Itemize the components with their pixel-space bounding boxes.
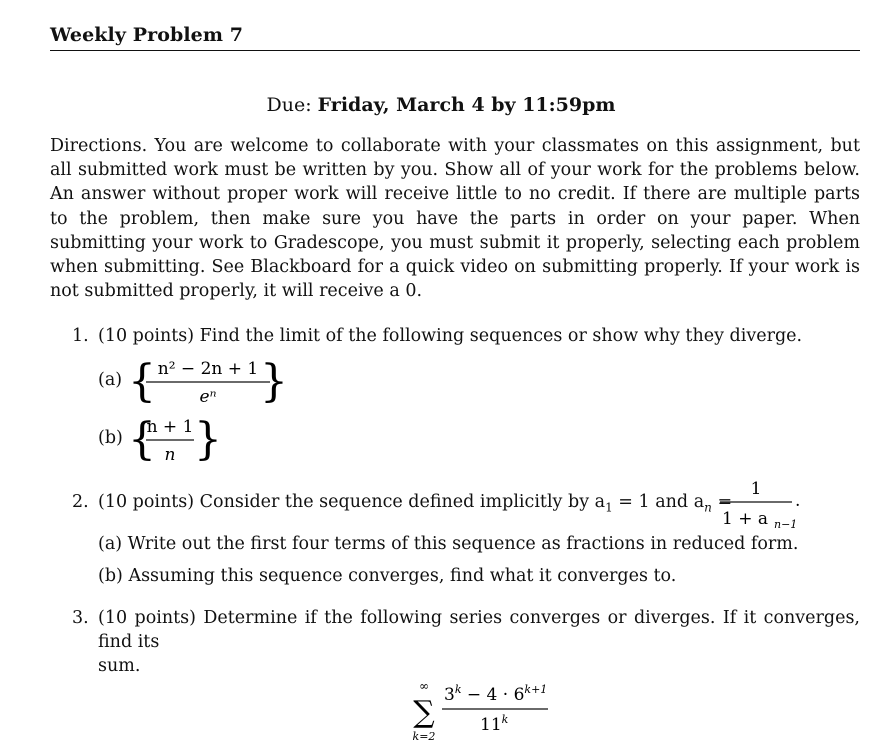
recurrence-fraction (716, 476, 806, 532)
part-label: (a) (98, 534, 123, 554)
problem-text-line1: (10 points) Determine if the following series converges or diverges. If it converges, find its (98, 608, 860, 653)
denominator-base: 11 (480, 715, 502, 735)
series-denominator (480, 713, 509, 735)
fraction-numerator: n² − 2n + 1 (157, 359, 259, 379)
fraction-denominator: n (164, 445, 176, 465)
due-date: Friday, March 4 by 11:59pm (317, 94, 616, 116)
numerator-term-b-exponent: k+1 (524, 683, 548, 696)
denominator-exponent: k (501, 713, 509, 726)
problem-text-start: (10 points) Consider the sequence defined implicitly by a (98, 492, 606, 512)
numerator-term-a: 3 (444, 685, 455, 705)
subscript-1: 1 (605, 500, 613, 515)
part-label: (b) (98, 566, 123, 586)
sigma-symbol: ∑ (413, 695, 435, 730)
equals-sign: = (717, 492, 733, 512)
right-brace: } (194, 414, 222, 465)
problem-number: 2. (72, 492, 89, 512)
header (50, 22, 860, 51)
directions-paragraph: Directions. You are welcome to collaborate with your classmates on this assignment, but all submitted work must be written by you. Show all of your work for the problems below. An answer without proper work will receive little to no credit. If there are multiple parts to the problem, then make sure you have the parts in order on your paper. When submitting your work to Gradescope, you must submit it properly, selecting each problem when submitting. See Blackboard for a quick video on submitting properly. If your work is not submitted properly, it will receive a 0. (50, 136, 860, 302)
problem-2-part-b (98, 566, 676, 586)
subscript-n: n (704, 500, 712, 515)
problem-text-line2: sum. (98, 656, 141, 677)
series-numerator (444, 683, 547, 705)
fraction-denominator: eⁿ (199, 387, 217, 407)
fraction-denominator-subscript: n−1 (774, 518, 798, 531)
problem-1-part-b-expression (128, 410, 222, 468)
fraction-numerator: 1 (750, 479, 762, 499)
numerator-middle: − 4 · 6 (461, 685, 525, 705)
period: . (795, 491, 801, 511)
problem-number: 1. (72, 326, 89, 346)
problem-text: (10 points) Find the limit of the following sequences or show why they diverge. (98, 326, 803, 346)
problem-text-mid: = 1 and a (612, 492, 705, 512)
part-text: Assuming this sequence converges, find what it converges to. (128, 566, 677, 586)
problem-text (98, 606, 860, 679)
problem-1-part-b-label: (b) (98, 428, 123, 448)
right-brace: } (260, 356, 288, 407)
problem-1-part-a-expression (128, 352, 288, 410)
fraction-denominator: 1 + a (722, 509, 769, 529)
problem-number: 3. (72, 608, 89, 628)
problem-1-part-a-label: (a) (98, 370, 123, 390)
page-title: Weekly Problem 7 (50, 24, 244, 46)
sum-lower-limit: k=2 (412, 730, 436, 743)
problem-2-part-a (98, 534, 798, 554)
due-label: Due: (266, 94, 312, 116)
left-brace: { (128, 356, 156, 407)
fraction-numerator: n + 1 (146, 417, 194, 437)
numerator-term-a-exponent: k (454, 683, 462, 696)
sum-upper-limit: ∞ (419, 679, 429, 693)
left-brace: { (128, 414, 156, 465)
part-text: Write out the first four terms of this sequence as fractions in reduced form. (127, 534, 799, 554)
due-line (0, 94, 882, 116)
series-expression (400, 678, 560, 748)
